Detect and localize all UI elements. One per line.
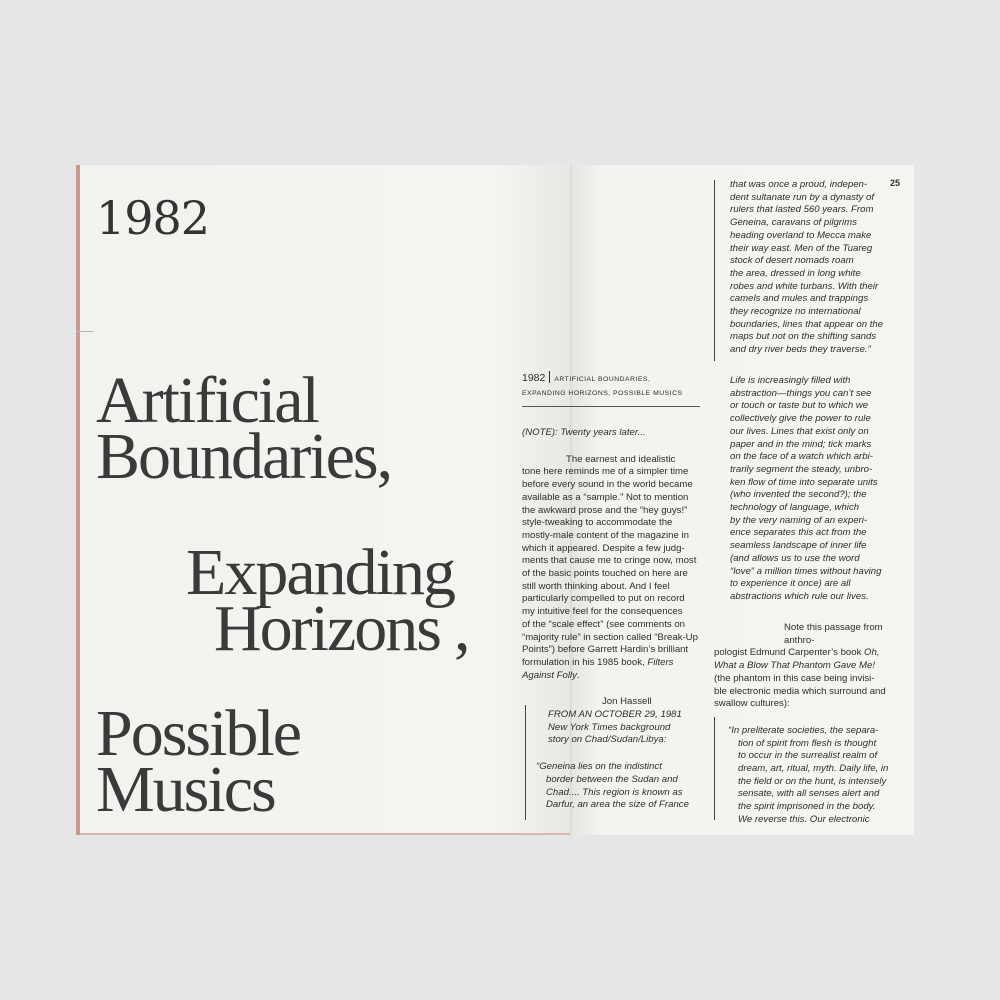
note-line: formulation in his 1985 book, Filters [522,656,674,668]
quote-line: the area, dressed in long white [730,267,861,279]
quote-line: their way east. Men of the Tuareg [730,242,873,254]
abstraction-line: (and allows us to use the word [730,552,860,564]
chapter-title-part1 [96,364,392,493]
abstraction-line: “love” a million times without having [730,565,882,577]
abstraction-line: collectively give the power to rule [730,413,871,425]
header-line1: ARTIFICIAL BOUNDARIES, [554,376,651,383]
quote-line: maps but not on the shifting sands [730,331,877,343]
carpenter-text: pologist Edmund Carpenter’s book [714,647,862,659]
quote-line: Darfur, an area the size of France [546,799,689,811]
note-line: of the basic points touched on here are [522,568,688,580]
note-line: ments that cause me to cringe now, most [522,555,697,567]
quote-line: robes and white turbans. With their [730,280,879,292]
carpenter-line2 [714,647,894,660]
quote-line: “Geneina lies on the indistinct [536,761,662,773]
title-line-expanding: Expanding [186,536,454,609]
title-line-artificial: Artificial [96,364,318,437]
abstraction-line: technology of language, which [730,502,860,514]
quote-line: tion of spirit from flesh is thought [738,737,877,749]
quote-line: boundaries, lines that appear on the [730,318,884,330]
quote-rule-left [525,705,526,820]
carpenter-book-oh: Oh, [864,647,880,659]
abstraction-line: abstractions which rule our lives. [730,590,869,602]
note-line: particularly compelled to put on record [522,593,685,605]
abstraction-line: ken flow of time into separate units [730,476,878,488]
title-horizons-word: Horizons [214,592,440,665]
quote-line: and dry river beds they traverse.” [730,344,871,356]
note-line: The earnest and idealistic [566,453,676,465]
abstraction-line: by the very naming of an experi- [730,514,868,526]
carpenter-book-title: What a Blow That Phantom Gave Me! [714,660,876,672]
note-line: style-tweaking to accommodate the [522,517,673,529]
source-line: FROM AN OCTOBER 29, 1981 [548,709,682,721]
book-title-filters-start: Filters [644,656,674,668]
quote-line: the field or on the hunt, is intensely [738,775,887,787]
quote-line: they recognize no international [730,306,861,318]
title-line-horizons [186,592,469,665]
carpenter-intro: Note this passage from anthro- [784,622,883,646]
quote-line: the spirit imprisoned in the body. [738,801,876,813]
header-year: 1982 [522,372,546,384]
quote-rule-right [714,717,715,820]
source-line: story on Chad/Sudan/Libya: [548,734,667,746]
quote-line: dent sultanate run by a dynasty of [730,191,874,203]
note-body [522,454,700,670]
abstraction-line: (who invented the second?); the [730,489,867,501]
carpenter-rest [714,673,894,711]
abstraction-paragraph [730,375,895,604]
abstraction-line: abstraction—things you can’t see [730,387,872,399]
chapter-title-part3 [96,697,301,826]
abstraction-line: our lives. Lines that exist only on [730,425,869,437]
note-last-line: Against Folly. [522,669,580,681]
quote-line: camels and mules and trappings [730,293,869,305]
quote-preliterate [714,725,894,827]
note-line: mostly-male content of the magazine in [522,529,689,541]
header-line2: EXPANDING HORIZONS, POSSIBLE MUSICS [522,390,683,397]
quote-line: Chad.... This region is known as [546,786,683,798]
note-line: “majority rule” in section called “Break-Up [522,631,698,643]
page-edge [76,165,80,835]
quote-line: Geneina, caravans of pilgrims [730,217,857,229]
abstraction-line: on the face of a watch which arbi- [730,451,873,463]
chapter-year: 1982 [96,191,210,245]
source-line: New York Times background [548,721,671,733]
note-line: Points”) before Garrett Hardin’s brilliant [522,644,689,656]
note-line: the awkward prose and the “hey guys!” [522,504,688,516]
source-lines [522,709,700,747]
title-line-boundaries: Boundaries, [96,420,392,493]
quote-geneina-start [522,761,700,812]
book-title-filters: Against Folly [522,669,577,681]
note-column [522,427,700,812]
carpenter-line: swallow cultures): [714,698,790,710]
quote-line: rulers that lasted 560 years. From [730,204,874,216]
margin-tick [76,331,94,332]
quote-line: sensate, with all senses alert and [738,788,880,800]
carpenter-line: (the phantom in this case being invisi- [714,672,875,684]
abstraction-line: paper and in the mind; tick marks [730,438,872,450]
note-line: available as a “sample.” Not to mention [522,491,689,503]
carpenter-line: ble electronic media which surround and [714,685,886,697]
quote-line: stock of desert nomads roam [730,255,854,267]
abstraction-line: Life is increasingly filled with [730,375,851,386]
note-line: my intuitive feel for the consequences [522,606,683,618]
title-horizons-comma: , [453,592,469,665]
note-line: tone here reminds me of a simpler time [522,466,689,478]
note-label: (NOTE): Twenty years later... [522,427,646,438]
carpenter-paragraph [714,622,894,827]
running-header [522,368,700,397]
abstraction-line: to experience it once) are all [730,578,851,590]
abstraction-line: ence separates this act from the [730,527,867,539]
note-line: which it appeared. Despite a few judg- [522,542,685,554]
title-line-musics: Musics [96,753,275,826]
quote-line: dream, art, ritual, myth. Daily life, in [738,763,889,775]
page-number: 25 [890,178,901,188]
quote-line: We reverse this. Our electronic [738,813,870,825]
quote-line: that was once a proud, indepen- [730,179,868,190]
author-name: Jon Hassell [602,696,652,708]
abstraction-line: trarily segment the steady, unbro- [730,463,873,475]
header-rule [522,406,700,407]
quote-geneina-continued [730,179,895,357]
quote-line: border between the Sudan and [546,773,678,785]
quote-line: “In preliterate societies, the separa- [728,724,879,736]
quote-line: heading overland to Mecca make [730,229,872,241]
quote-rule-top [714,180,715,361]
header-separator [549,371,550,383]
note-line: still worth thinking about. And I feel [522,580,670,592]
note-line: before every sound in the world became [522,479,693,491]
title-line-possible: Possible [96,697,301,770]
quote-line: to occur in the surrealist realm of [738,750,878,762]
abstraction-line: or touch or taste but to which we [730,400,869,412]
note-line: of the “scale effect” (see comments on [522,618,685,630]
abstraction-line: seamless landscape of inner life [730,540,867,552]
chapter-title-part2 [186,536,469,665]
